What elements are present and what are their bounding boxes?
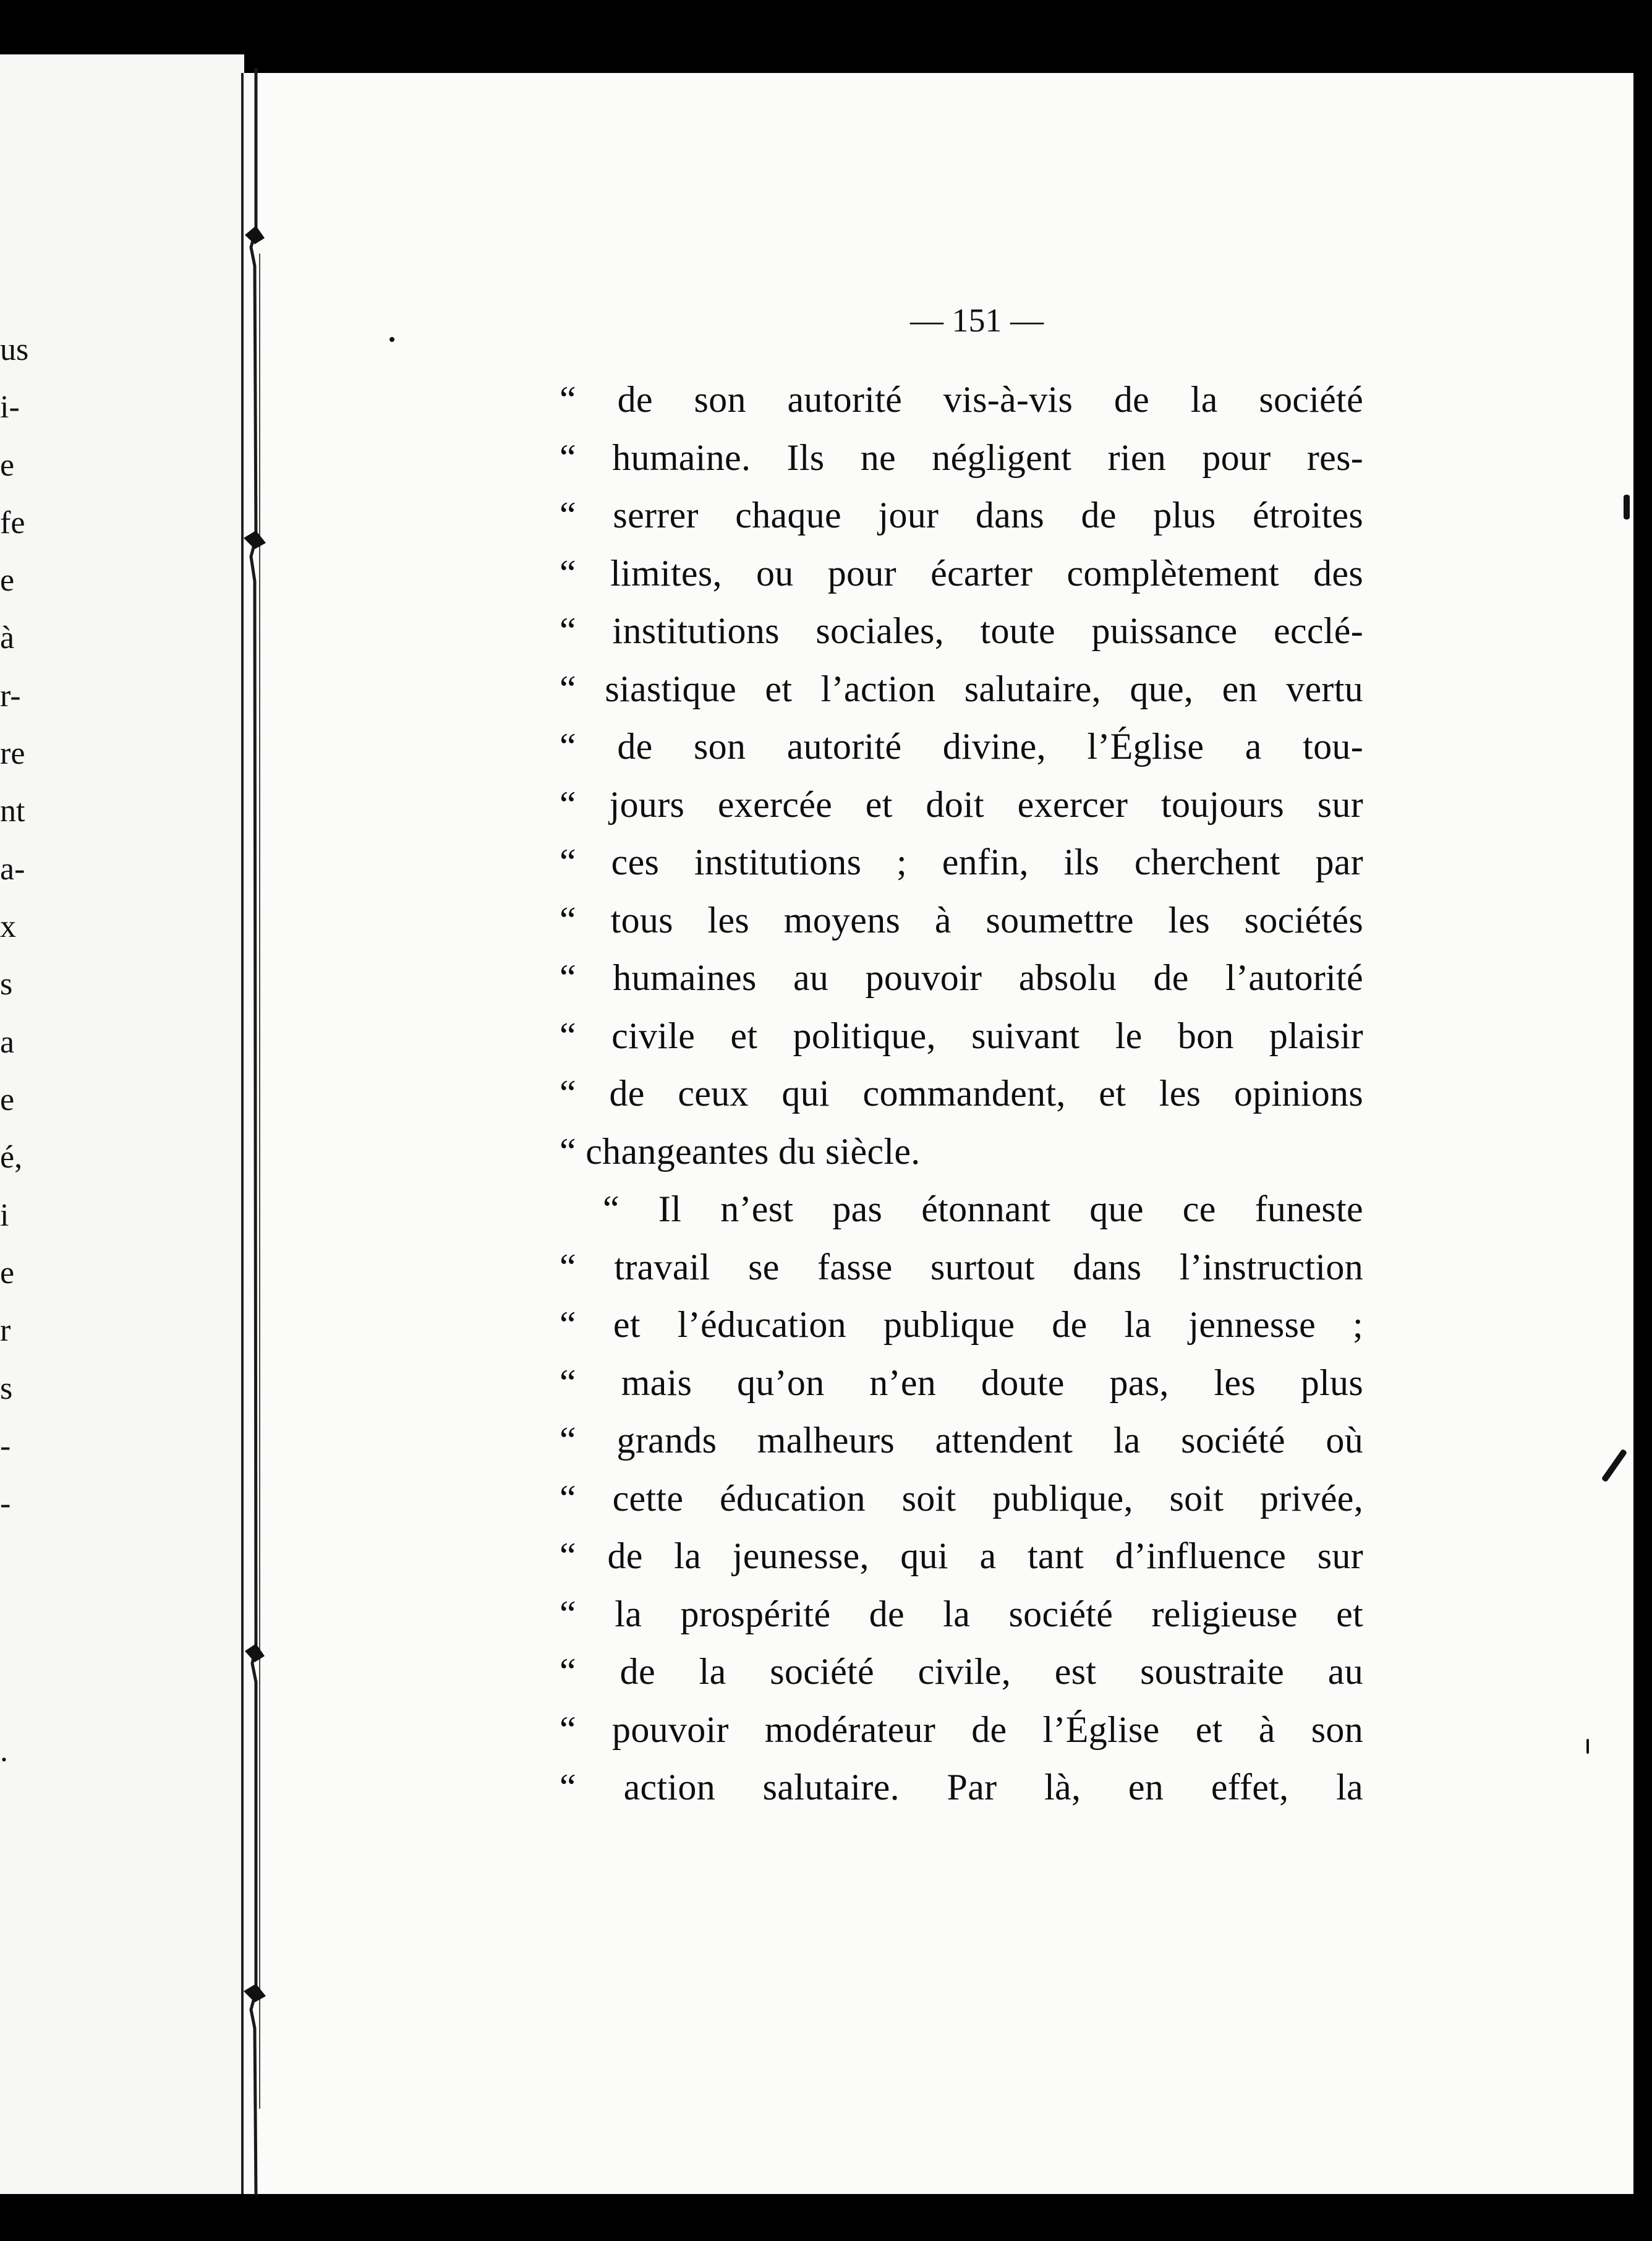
fragment: a- — [0, 852, 25, 887]
text-line: “ mais qu’on n’en doute pas, les plus — [560, 1362, 1363, 1403]
text-line: “ Il n’est pas étonnant que ce funeste — [603, 1189, 1363, 1229]
text-line: “ la prospérité de la société religieuse et — [560, 1593, 1363, 1634]
text-line: “ de ceux qui commandent, et les opinions — [560, 1073, 1363, 1114]
text-line: “ et l’éducation publique de la jennesse ; — [560, 1304, 1363, 1345]
fragment: x — [0, 909, 16, 944]
ink-speck — [1586, 1739, 1589, 1754]
fragment: re — [0, 736, 25, 771]
text-line: “ humaine. Ils ne négligent rien pour res- — [560, 437, 1363, 478]
text-line: “ civile et politique, suivant le bon plaisir — [560, 1015, 1363, 1056]
fragment: i — [0, 1198, 9, 1233]
text-line: “ de la jeunesse, qui a tant d’influence sur — [560, 1535, 1363, 1576]
binding-thread — [242, 68, 267, 2195]
text-line: “ cette éducation soit publique, soit privée, — [560, 1477, 1363, 1519]
text-line: “ changeantes du siècle. — [560, 1130, 921, 1172]
fragment: nt — [0, 793, 25, 829]
fragment: i- — [0, 390, 20, 425]
fragment: r — [0, 1313, 11, 1348]
binding-thread-graphic — [242, 68, 267, 2195]
fragment: é, — [0, 1140, 23, 1175]
text-line: “ siastique et l’action salutaire, que, en vertu — [560, 668, 1363, 709]
fragment: . — [0, 1733, 8, 1769]
fragment: e — [0, 448, 15, 483]
text-line: “ de son autorité divine, l’Église a tou- — [560, 726, 1363, 767]
fragment: fe — [0, 505, 25, 540]
text-line: “ serrer chaque jour dans de plus étroites — [560, 495, 1363, 536]
fragment: - — [0, 1428, 11, 1464]
text-line: “ ces institutions ; enfin, ils cherchent par — [560, 842, 1363, 882]
left-page-text-fragments — [0, 334, 49, 1818]
text-line: “ humaines au pouvoir absolu de l’autorité — [560, 957, 1363, 998]
fragment: e — [0, 1082, 15, 1117]
text-line: “ de son autorité vis-à-vis de la société — [560, 379, 1363, 420]
fragment: à — [0, 620, 15, 655]
text-line: “ travail se fasse surtout dans l’instruction — [560, 1246, 1363, 1287]
text-line: “ grands malheurs attendent la société où — [560, 1420, 1363, 1461]
text-line: “ limites, ou pour écarter complètement des — [560, 552, 1363, 594]
text-line: “ pouvoir modérateur de l’Église et à son — [560, 1709, 1363, 1750]
body-text — [560, 371, 1363, 1817]
ink-speck — [1624, 495, 1630, 519]
text-line: “ de la société civile, est soustraite au — [560, 1651, 1363, 1692]
text-line: “ jours exercée et doit exercer toujours sur — [560, 783, 1363, 825]
fragment: a — [0, 1025, 15, 1060]
fragment: e — [0, 1255, 15, 1291]
fragment: us — [0, 332, 29, 367]
text-line: “ action salutaire. Par là, en effet, la — [560, 1767, 1363, 1808]
page-number: — 151 — — [910, 302, 1044, 339]
fragment: s — [0, 1371, 13, 1406]
fragment: s — [0, 967, 13, 1002]
fragment: e — [0, 563, 15, 598]
text-line: “ tous les moyens à soumettre les sociétés — [560, 899, 1363, 941]
fragment: r- — [0, 678, 21, 714]
text-line: “ institutions sociales, toute puissance ecclé- — [560, 610, 1363, 651]
fragment: - — [0, 1486, 11, 1521]
ink-speck — [390, 337, 394, 342]
